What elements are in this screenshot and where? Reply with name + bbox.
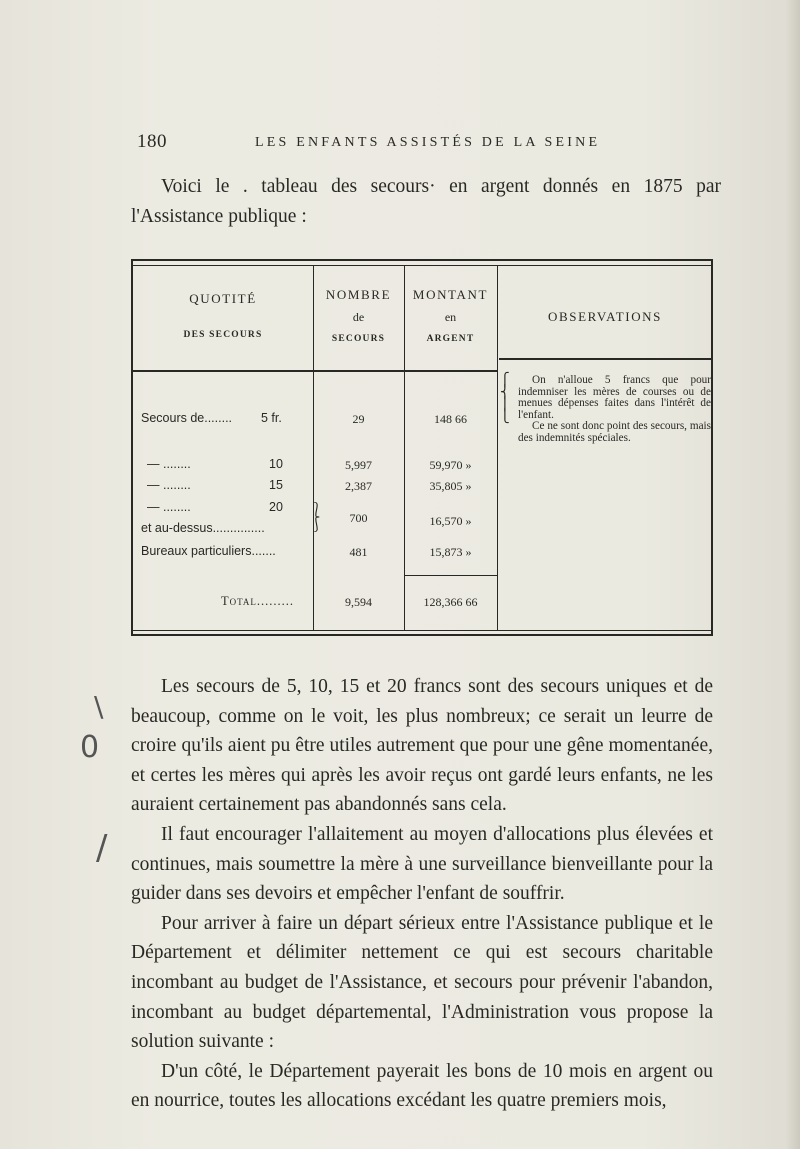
row-label: — ........: [147, 500, 191, 514]
row-label: Bureaux particuliers.......: [141, 544, 276, 558]
paragraph: Les secours de 5, 10, 15 et 20 francs sont des secours uniques et de beaucoup, comme on le voit, les plus nombreux; ce serait un leurre de croire qu'ils aient pu être utiles autrement que pour une gêne momentanée, et certes les mères qui après les avoir reçus ont gardé leurs enfants, ne les auraient certainement pas abandonnés sans cela.: [131, 676, 713, 816]
paragraph: Pour arriver à faire un départ sérieux entre l'Assistance publique et le Département et délimiter nettement ce qui est secours charitable incombant au budget de l'Assistance, et secours pour prévenir l'abandon, incombant au budget départemental, l'Administration vous propose la solution suivante :: [131, 912, 713, 1053]
pencil-mark: /: [96, 828, 108, 868]
row-label: — ........: [147, 457, 191, 471]
page-number: 180: [137, 131, 167, 152]
pencil-mark: 0: [80, 730, 100, 765]
header-rule: [133, 370, 497, 372]
row-amount: 10: [269, 457, 283, 471]
intro-paragraph: [131, 172, 721, 232]
total-nombre: 9,594: [345, 595, 372, 609]
table-inner-top-rule: [133, 265, 711, 266]
row-nombre: 481: [349, 545, 368, 559]
total-montant: 128,366 66: [423, 595, 478, 609]
header-montant: MONTANT: [412, 287, 489, 302]
header-des-secours: DES SECOURS: [183, 330, 263, 340]
page-edge-shadow: [786, 0, 800, 1149]
row-nombre: 2,387: [345, 479, 372, 493]
total-label: Total.........: [221, 594, 295, 608]
header-rule-observations: [499, 358, 711, 360]
intro-text: Voici le . tableau des secours· en argent donnés en 1875 par l'Assistance publique :: [131, 176, 721, 227]
row-montant: 148 66: [434, 412, 467, 426]
pencil-mark: \: [94, 690, 104, 723]
row-amount: 20: [269, 500, 283, 514]
header-nombre-de: de: [352, 310, 365, 324]
paragraph: D'un côté, le Département payerait les bons de 10 mois en argent ou en nourrice, toutes les allocations excédant les quatre premiers mois,: [131, 1060, 713, 1112]
row-nombre: 700: [349, 511, 368, 525]
table-inner-bottom-rule: [133, 630, 711, 631]
observation-note: On n'alloue 5 francs que pour indemniser les mères de courses ou de menues dépenses faites dans l'intérêt de l'enfant.: [518, 374, 711, 421]
observations-text: [518, 375, 711, 444]
paragraph: Il faut encourager l'allaitement au moyen d'allocations plus élevées et continues, mais soumettre la mère à une surveillance bienveillante pour la guider dans ses devoirs et empêcher l'enfant de souffrir.: [131, 823, 713, 905]
header-argent: ARGENT: [426, 334, 475, 344]
header-observations: OBSERVATIONS: [548, 309, 662, 324]
page-header: [137, 131, 727, 155]
header-montant-en: en: [444, 310, 457, 324]
row-amount: 15: [269, 478, 283, 492]
row-montant: 35,805 »: [429, 479, 472, 493]
total-rule: [404, 575, 497, 576]
row-montant: 15,873 »: [429, 545, 472, 559]
body-text: [131, 672, 713, 1116]
header-secours: SECOURS: [331, 334, 386, 344]
observation-note: Ce ne sont donc point des secours, mais des indemnités spéciales.: [518, 420, 711, 444]
relief-table: [131, 259, 713, 636]
running-title: LES ENFANTS ASSISTÉS DE LA SEINE: [255, 135, 601, 150]
observations-brace: ⎧ ⎨ ⎪ ⎩: [500, 372, 510, 423]
row-nombre: 5,997: [345, 458, 372, 472]
row-nombre: 29: [352, 412, 365, 426]
row-amount: 5 fr.: [261, 411, 282, 425]
header-nombre: NOMBRE: [325, 287, 392, 302]
row-montant: 59,970 »: [429, 458, 472, 472]
header-quotite: QUOTITÉ: [189, 291, 257, 306]
row-montant: 16,570 »: [429, 514, 472, 528]
row-label: Secours de........: [141, 411, 233, 425]
row-label: et au-dessus...............: [141, 521, 265, 535]
row-brace: ⎱ ⎰: [309, 503, 325, 533]
row-label: — ........: [147, 478, 191, 492]
